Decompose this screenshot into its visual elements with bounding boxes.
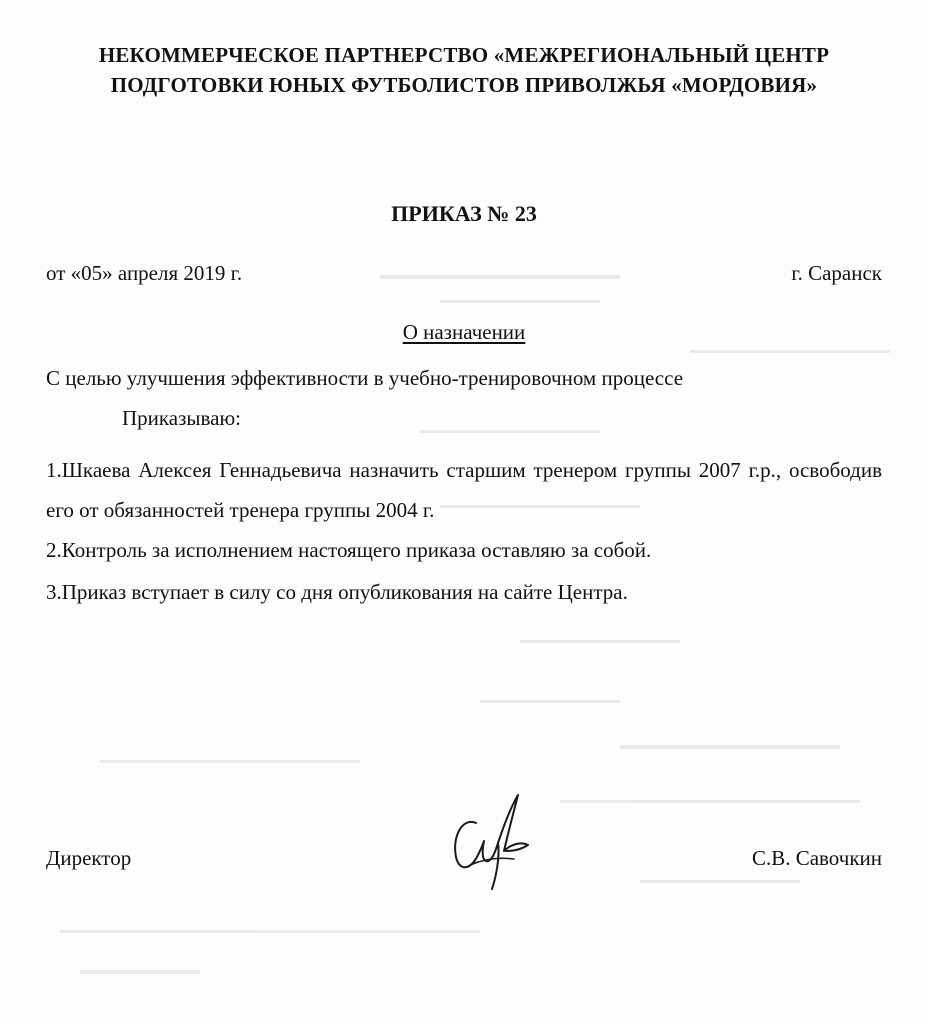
order-item-1: 1.Шкаева Алексея Геннадьевича назначить старшим тренером группы 2007 г.р., освободив его от обязанностей тренера группы 2004 г. — [46, 458, 882, 522]
signer-name: С.В. Савочкин — [751, 846, 882, 870]
order-date: от «05» апреля 2019 г. — [46, 261, 243, 285]
order-subject — [0, 318, 928, 346]
handwritten-signature — [440, 785, 540, 895]
order-item-3: 3.Приказ вступает в силу со дня опубликования на сайте Центра. — [46, 580, 628, 604]
order-preamble: С целью улучшения эффективности в учебно-тренировочном процессе — [46, 366, 684, 390]
order-directive-word: Приказываю: — [122, 406, 241, 430]
organization-title: НЕКОММЕРЧЕСКОЕ ПАРТНЕРСТВО «МЕЖРЕГИОНАЛЬНЫЙ ЦЕНТР ПОДГОТОВКИ ЮНЫХ ФУТБОЛИСТОВ ПРИВОЛЖЬЯ «МОРДОВИЯ» — [98, 43, 830, 97]
order-city: г. Саранск — [791, 261, 882, 285]
signer-position: Директор — [46, 846, 132, 870]
order-subject-text: О назначении — [402, 320, 526, 344]
order-item-2: 2.Контроль за исполнением настоящего приказа оставляю за собой. — [46, 538, 652, 562]
order-title: ПРИКАЗ № 23 — [391, 201, 537, 226]
